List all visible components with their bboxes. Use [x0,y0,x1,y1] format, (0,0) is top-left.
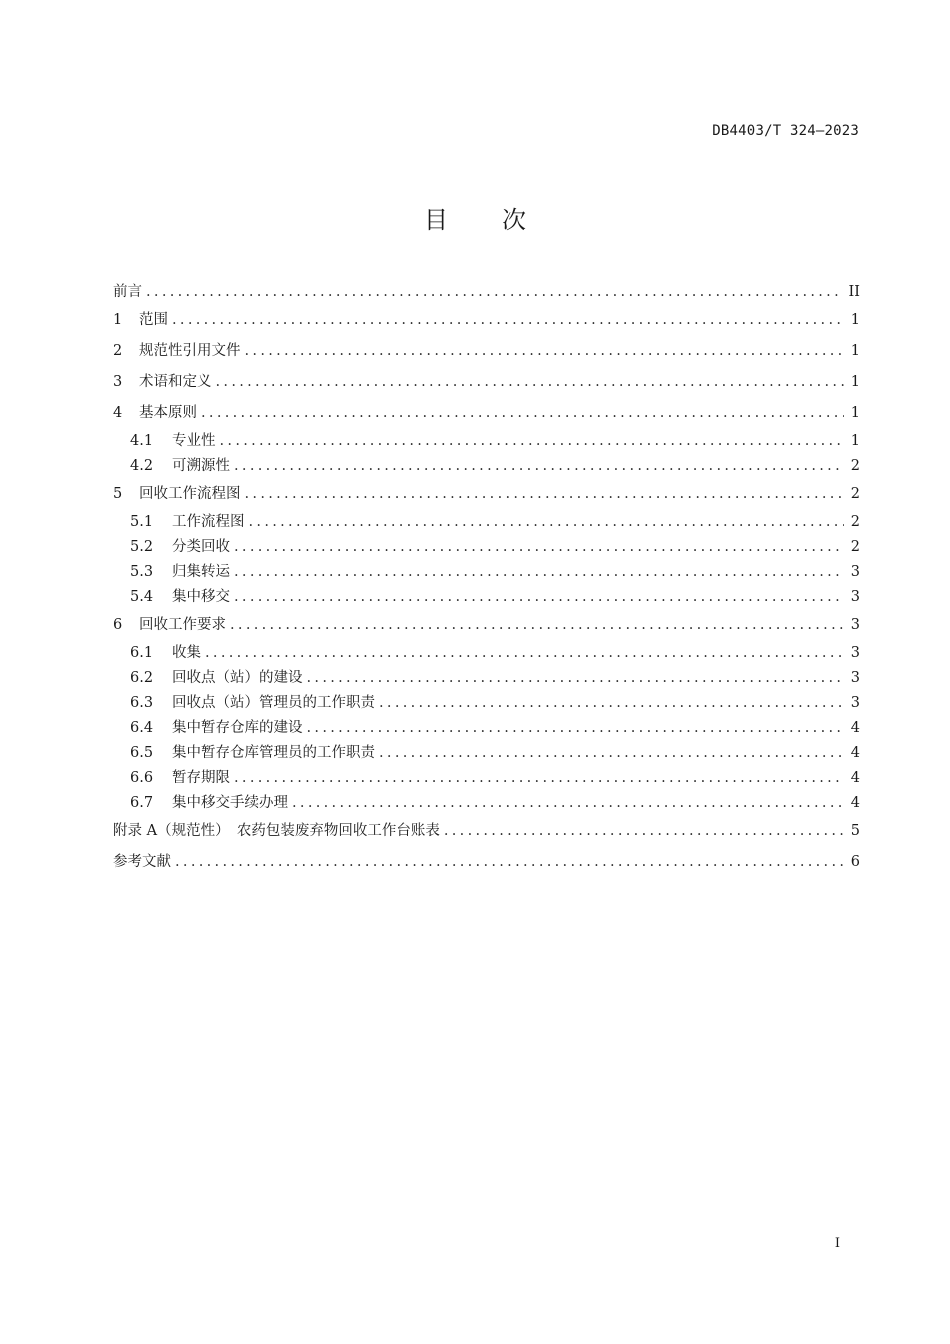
toc-leader-dots [245,336,845,367]
toc-entry-label: 收集 [172,645,201,661]
toc-entry-page: 1 [850,312,860,328]
toc-entry-number: 6.1 [130,645,154,661]
toc-entry-number: 5.3 [130,564,154,580]
toc-leader-dots [245,479,845,510]
toc-leader-dots [307,716,845,741]
toc-entry-number: 6 [113,617,123,633]
toc-entry-number: 4.2 [130,458,154,474]
toc-entry-page: 3 [850,617,860,633]
toc-entry-label: 专业性 [172,433,216,449]
toc-leader-dots [146,280,843,305]
toc-title-char-1: 目 [424,206,448,234]
toc-entry-page: 2 [850,539,860,555]
toc-entry[interactable] [113,336,860,367]
toc-entry[interactable] [113,398,860,429]
toc-entry-number: 6.3 [130,695,154,711]
toc-entry-label: 参考文献 [113,854,171,870]
toc-entry-page: 6 [850,854,860,870]
toc-entry-number: 5.1 [130,514,154,530]
toc-leader-dots [220,429,845,454]
toc-entry-label: 规范性引用文件 [139,343,241,359]
toc-entry-label: 可溯源性 [172,458,230,474]
toc-entry[interactable] [113,479,860,510]
toc-leader-dots [234,585,844,610]
toc-entry[interactable] [113,610,860,641]
toc-entry-label: 范围 [139,312,168,328]
toc-leader-dots [234,766,844,791]
page-number: I [834,1236,840,1251]
toc-entry-label: 集中暂存仓库的建设 [172,720,303,736]
toc-leader-dots [379,741,844,766]
toc-entry[interactable] [113,535,860,560]
toc-entry-label: 回收工作流程图 [139,486,241,502]
toc-entry-page: 3 [850,695,860,711]
toc-entry-number: 4.1 [130,433,154,449]
toc-entry-label: 暂存期限 [172,770,230,786]
toc-entry-number: 6.6 [130,770,154,786]
toc-title-char-2: 次 [502,206,526,234]
toc-entry[interactable] [113,791,860,816]
toc-entry[interactable] [113,560,860,585]
toc-entry-page: 4 [850,745,860,761]
toc-entry-page: 4 [850,770,860,786]
toc-entry[interactable] [113,585,860,610]
toc-entry[interactable] [113,454,860,479]
toc-entry-page: 1 [850,374,860,390]
toc-entry[interactable] [113,280,860,305]
toc-entry-number: 3 [113,374,123,390]
toc-entry[interactable] [113,816,860,847]
toc-leader-dots [172,305,844,336]
toc-entry-label: 术语和定义 [139,374,212,390]
toc-entry-page: 3 [850,589,860,605]
table-of-contents [113,280,860,878]
toc-leader-dots [292,791,844,816]
toc-entry-number: 5.4 [130,589,154,605]
toc-leader-dots [307,666,845,691]
toc-entry-page: 2 [850,458,860,474]
document-code: DB4403/T 324—2023 [712,123,859,139]
toc-entry-label: 集中移交手续办理 [172,795,288,811]
toc-entry-page: 5 [850,823,860,839]
toc-entry[interactable] [113,716,860,741]
toc-entry-label: 基本原则 [139,405,197,421]
toc-entry-page: 2 [850,514,860,530]
toc-entry-page: 1 [850,433,860,449]
toc-entry[interactable] [113,847,860,878]
toc-entry-label: 工作流程图 [172,514,245,530]
toc-entry-number: 5.2 [130,539,154,555]
toc-entry[interactable] [113,429,860,454]
toc-entry-page: 3 [850,670,860,686]
toc-entry-page: 2 [850,486,860,502]
toc-entry[interactable] [113,691,860,716]
toc-leader-dots [216,367,845,398]
toc-leader-dots [175,847,844,878]
toc-entry-label: 回收工作要求 [139,617,226,633]
toc-entry-number: 6.2 [130,670,154,686]
toc-entry-number: 6.5 [130,745,154,761]
toc-entry[interactable] [113,305,860,336]
toc-entry[interactable] [113,367,860,398]
toc-entry-label: 回收点（站）的建设 [172,670,303,686]
toc-entry-number: 4 [113,405,123,421]
toc-title [0,200,950,235]
toc-entry-page: 1 [850,405,860,421]
toc-leader-dots [444,816,844,847]
toc-entry-number: 1 [113,312,123,328]
toc-entry-label: 归集转运 [172,564,230,580]
toc-entry-page: 1 [850,343,860,359]
toc-entry-page: II [848,284,860,300]
toc-entry-page: 4 [850,795,860,811]
toc-entry-number: 5 [113,486,123,502]
toc-leader-dots [234,535,844,560]
toc-entry-number: 6.4 [130,720,154,736]
toc-entry-page: 4 [850,720,860,736]
toc-entry-number: 2 [113,343,123,359]
toc-entry[interactable] [113,666,860,691]
toc-entry[interactable] [113,510,860,535]
toc-entry-label: 前言 [113,284,142,300]
toc-leader-dots [230,610,844,641]
toc-leader-dots [205,641,844,666]
toc-entry-page: 3 [850,645,860,661]
toc-entry-number: 6.7 [130,795,154,811]
toc-leader-dots [201,398,844,429]
toc-entry-label: 附录 A（规范性） 农药包装废弃物回收工作台账表 [113,823,440,839]
toc-entry[interactable] [113,766,860,791]
toc-entry-label: 分类回收 [172,539,230,555]
toc-leader-dots [234,560,844,585]
toc-entry[interactable] [113,741,860,766]
toc-leader-dots [234,454,844,479]
toc-entry-label: 回收点（站）管理员的工作职责 [172,695,375,711]
toc-entry-label: 集中移交 [172,589,230,605]
toc-entry-label: 集中暂存仓库管理员的工作职责 [172,745,375,761]
toc-entry-page: 3 [850,564,860,580]
toc-entry[interactable] [113,641,860,666]
toc-leader-dots [249,510,845,535]
toc-leader-dots [379,691,844,716]
